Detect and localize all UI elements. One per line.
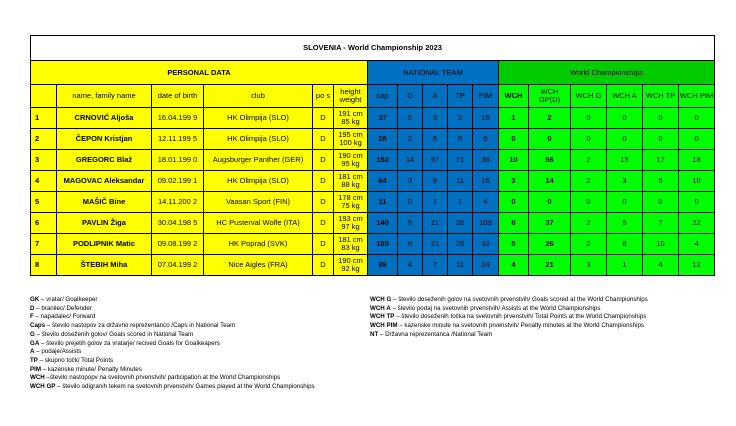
legend-abbreviation: WCH G bbox=[370, 296, 392, 303]
player-pim: 16 bbox=[473, 171, 499, 192]
legend-description: – kazenske minute/ Penalty Minutes bbox=[41, 365, 142, 373]
legend-item bbox=[370, 305, 730, 314]
legend-description: – podaje/Assists bbox=[34, 348, 82, 356]
header-height-weight: height weight bbox=[334, 85, 368, 108]
legend-abbreviation: WCH bbox=[30, 374, 45, 382]
player-caps: 152 bbox=[368, 150, 398, 171]
player-caps: 64 bbox=[368, 171, 398, 192]
player-wch: 8 bbox=[499, 213, 529, 234]
player-position: D bbox=[313, 150, 334, 171]
legend-abbreviation: A bbox=[30, 348, 35, 356]
player-position: D bbox=[313, 213, 334, 234]
player-dob: 09.02.199 1 bbox=[152, 171, 204, 192]
player-wch-assists: 5 bbox=[607, 213, 643, 234]
player-wch: 4 bbox=[499, 255, 529, 276]
header-club: club bbox=[204, 85, 313, 108]
table-row bbox=[31, 192, 715, 213]
legend-abbreviation: PIM bbox=[30, 365, 42, 373]
player-wch-pim: 12 bbox=[679, 255, 715, 276]
player-pim: 32 bbox=[473, 234, 499, 255]
player-caps: 103 bbox=[368, 234, 398, 255]
legend-abbreviation: WCH TP bbox=[370, 313, 395, 321]
table-row bbox=[31, 108, 715, 129]
player-wch-pim: 10 bbox=[679, 171, 715, 192]
player-position: D bbox=[313, 255, 334, 276]
table-row bbox=[31, 255, 715, 276]
player-wch-goals: 2 bbox=[571, 171, 607, 192]
legend-description: – vratar/ Goalkeeper bbox=[39, 296, 98, 303]
header-wch-gp: WCH GP(D) bbox=[529, 85, 571, 108]
roster-sheet bbox=[30, 35, 715, 276]
header-pos: po s bbox=[313, 85, 334, 108]
player-height-weight: 181 cm 83 kg bbox=[334, 234, 368, 255]
player-goals: 0 bbox=[398, 108, 423, 129]
player-wch-assists: 8 bbox=[607, 234, 643, 255]
header-pim: PIM bbox=[473, 85, 499, 108]
header-number bbox=[31, 85, 57, 108]
legend-description: – napadalec/ Forward bbox=[33, 313, 96, 321]
player-name: MAGOVAC Aleksandar bbox=[57, 171, 152, 192]
legend-item bbox=[30, 322, 390, 331]
player-wch: 10 bbox=[499, 150, 529, 171]
legend-abbreviation: GA bbox=[30, 339, 40, 347]
legend-abbreviation: WCH GP bbox=[30, 383, 56, 391]
player-wch-gp: 14 bbox=[529, 171, 571, 192]
header-tp: TP bbox=[448, 85, 473, 108]
player-wch-gp: 0 bbox=[529, 129, 571, 150]
player-club: Augsburger Panther (GER) bbox=[204, 150, 313, 171]
header-wch-tp: WCH TP bbox=[643, 85, 679, 108]
table-row bbox=[31, 129, 715, 150]
player-total-points: 11 bbox=[448, 171, 473, 192]
player-total-points: 8 bbox=[448, 129, 473, 150]
player-wch-total-points: 5 bbox=[643, 171, 679, 192]
player-club: HK Poprad (SVK) bbox=[204, 234, 313, 255]
header-a: A bbox=[423, 85, 448, 108]
player-name: MAŠIČ Bine bbox=[57, 192, 152, 213]
legend-item bbox=[370, 322, 730, 331]
player-dob: 09.08.199 2 bbox=[152, 234, 204, 255]
legend-right-column bbox=[370, 296, 730, 340]
player-wch: 0 bbox=[499, 192, 529, 213]
player-height-weight: 195 cm 100 kg bbox=[334, 129, 368, 150]
legend-abbreviation: WCH PIM bbox=[370, 322, 398, 330]
legend-item bbox=[370, 313, 730, 322]
player-club: Vaasan Sport (FIN) bbox=[204, 192, 313, 213]
player-goals: 2 bbox=[398, 129, 423, 150]
group-world-championships: World Championships bbox=[499, 61, 715, 85]
player-wch-pim: 0 bbox=[679, 129, 715, 150]
legend-item bbox=[30, 357, 390, 366]
legend-description: – skupno točk/ Total Points bbox=[37, 356, 114, 364]
player-position: D bbox=[313, 108, 334, 129]
player-wch-goals: 2 bbox=[571, 150, 607, 171]
player-wch: 5 bbox=[499, 234, 529, 255]
player-assists: 21 bbox=[423, 234, 448, 255]
player-position: D bbox=[313, 192, 334, 213]
player-wch-assists: 1 bbox=[607, 255, 643, 276]
player-position: D bbox=[313, 129, 334, 150]
player-rows bbox=[31, 108, 715, 276]
player-number: 4 bbox=[31, 171, 57, 192]
legend-item bbox=[30, 383, 390, 392]
legend-item bbox=[30, 296, 390, 305]
player-assists: 7 bbox=[423, 255, 448, 276]
legend-abbreviation: D bbox=[30, 304, 35, 312]
legend-abbreviation: F bbox=[30, 313, 34, 321]
player-assists: 1 bbox=[423, 192, 448, 213]
player-wch-pim: 0 bbox=[679, 108, 715, 129]
header-cap: cap bbox=[368, 85, 398, 108]
player-club: HK Olimpija (SLO) bbox=[204, 171, 313, 192]
player-pim: 36 bbox=[473, 150, 499, 171]
player-wch-total-points: 0 bbox=[643, 108, 679, 129]
player-height-weight: 191 cm 85 kg bbox=[334, 108, 368, 129]
legend-item bbox=[30, 366, 390, 375]
player-name: ČEPON Kristjan bbox=[57, 129, 152, 150]
player-wch: 1 bbox=[499, 108, 529, 129]
player-goals: 4 bbox=[398, 255, 423, 276]
player-club: Nice Aigles (FRA) bbox=[204, 255, 313, 276]
player-name: ŠTEBIH Miha bbox=[57, 255, 152, 276]
player-total-points: 3 bbox=[448, 108, 473, 129]
player-total-points: 1 bbox=[448, 192, 473, 213]
player-club: HK Olimpija (SLO) bbox=[204, 129, 313, 150]
player-wch-assists: 0 bbox=[607, 108, 643, 129]
player-pim: 6 bbox=[473, 129, 499, 150]
legend-description: – kazenske minute na svetovnih prvenstvih/ Penalty minutes at the World Championships bbox=[397, 322, 644, 330]
player-wch-gp: 0 bbox=[529, 192, 571, 213]
player-wch-total-points: 0 bbox=[643, 129, 679, 150]
header-dob: date of birth bbox=[152, 85, 204, 108]
table-row bbox=[31, 150, 715, 171]
player-wch-total-points: 0 bbox=[643, 192, 679, 213]
player-total-points: 11 bbox=[448, 255, 473, 276]
player-dob: 14.11.200 2 bbox=[152, 192, 204, 213]
legend-item bbox=[370, 331, 730, 340]
header-wch-a: WCH A bbox=[607, 85, 643, 108]
legend-item bbox=[30, 331, 390, 340]
player-wch-goals: 3 bbox=[571, 255, 607, 276]
header-wch-g: WCH G bbox=[571, 85, 607, 108]
legend-item bbox=[30, 348, 390, 357]
player-wch-goals: 0 bbox=[571, 192, 607, 213]
player-goals: 3 bbox=[398, 171, 423, 192]
player-caps: 89 bbox=[368, 255, 398, 276]
player-wch: 0 bbox=[499, 129, 529, 150]
player-total-points: 71 bbox=[448, 150, 473, 171]
table-row bbox=[31, 234, 715, 255]
player-caps: 37 bbox=[368, 108, 398, 129]
player-pim: 24 bbox=[473, 255, 499, 276]
player-assists: 6 bbox=[423, 129, 448, 150]
player-position: D bbox=[313, 234, 334, 255]
player-wch-pim: 22 bbox=[679, 213, 715, 234]
player-position: D bbox=[313, 171, 334, 192]
header-wch-pim: WCH PIM bbox=[679, 85, 715, 108]
player-pim: 109 bbox=[473, 213, 499, 234]
player-assists: 3 bbox=[423, 108, 448, 129]
legend-abbreviation: GK bbox=[30, 296, 40, 303]
player-club: HC Pusterval Wolfe (ITA) bbox=[204, 213, 313, 234]
player-wch-assists: 0 bbox=[607, 192, 643, 213]
legend-item bbox=[30, 340, 390, 349]
table-title: SLOVENIA - World Championship 2023 bbox=[31, 36, 715, 61]
player-height-weight: 178 cm 75 kg bbox=[334, 192, 368, 213]
player-dob: 16.04.199 9 bbox=[152, 108, 204, 129]
legend-abbreviation: TP bbox=[30, 356, 38, 364]
player-wch-gp: 2 bbox=[529, 108, 571, 129]
group-national-team: NATIONAL TEAM bbox=[368, 61, 499, 85]
group-personal-data: PERSONAL DATA bbox=[31, 61, 368, 85]
player-height-weight: 181 cm 88 kg bbox=[334, 171, 368, 192]
player-wch: 3 bbox=[499, 171, 529, 192]
legend-item bbox=[30, 305, 390, 314]
legend-item bbox=[30, 313, 390, 322]
player-dob: 30.04.198 5 bbox=[152, 213, 204, 234]
player-goals: 0 bbox=[398, 192, 423, 213]
player-number: 8 bbox=[31, 255, 57, 276]
player-total-points: 29 bbox=[448, 234, 473, 255]
player-wch-assists: 15 bbox=[607, 150, 643, 171]
player-caps: 28 bbox=[368, 129, 398, 150]
legend-abbreviation: NT bbox=[370, 330, 379, 338]
legend-description: –število nastopopv na svetovnih prvenstvih/ participation at the World Championships bbox=[44, 374, 281, 382]
player-goals: 8 bbox=[398, 234, 423, 255]
player-goals: 14 bbox=[398, 150, 423, 171]
player-name: CRNOVIĆ Aljoša bbox=[57, 108, 152, 129]
player-wch-goals: 2 bbox=[571, 213, 607, 234]
legend-left-column bbox=[30, 296, 390, 392]
player-wch-total-points: 17 bbox=[643, 150, 679, 171]
player-height-weight: 193 cm 97 kg bbox=[334, 213, 368, 234]
player-height-weight: 190 cm 92 kg bbox=[334, 255, 368, 276]
player-caps: 140 bbox=[368, 213, 398, 234]
legend-description: – število doseženih golov/ Goals scored in National Team bbox=[34, 330, 194, 338]
player-wch-pim: 18 bbox=[679, 150, 715, 171]
player-pim: 4 bbox=[473, 192, 499, 213]
player-number: 6 bbox=[31, 213, 57, 234]
player-dob: 18.01.199 0 bbox=[152, 150, 204, 171]
legend-description: – Državna reprezentanca /National Team bbox=[378, 330, 493, 338]
player-number: 7 bbox=[31, 234, 57, 255]
player-goals: 5 bbox=[398, 213, 423, 234]
player-assists: 21 bbox=[423, 213, 448, 234]
player-number: 2 bbox=[31, 129, 57, 150]
player-caps: 11 bbox=[368, 192, 398, 213]
player-wch-pim: 4 bbox=[679, 234, 715, 255]
player-number: 5 bbox=[31, 192, 57, 213]
player-assists: 57 bbox=[423, 150, 448, 171]
legend-abbreviation: WCH A bbox=[370, 304, 391, 312]
header-wch: WCH bbox=[499, 85, 529, 108]
player-wch-goals: 0 bbox=[571, 129, 607, 150]
legend-description: – število doseženih točka na svetovnih prvenstvih/ Total Points at the World Championships bbox=[394, 313, 647, 321]
player-number: 1 bbox=[31, 108, 57, 129]
player-name: PODLIPNIK Matic bbox=[57, 234, 152, 255]
legend-description: – število doseženih golov na svetovnih prvenstvih/ Goals scored at the World Championships bbox=[391, 296, 648, 303]
player-wch-gp: 37 bbox=[529, 213, 571, 234]
player-wch-total-points: 7 bbox=[643, 213, 679, 234]
player-wch-pim: 0 bbox=[679, 192, 715, 213]
player-assists: 8 bbox=[423, 171, 448, 192]
player-number: 3 bbox=[31, 150, 57, 171]
legend-abbreviation: G bbox=[30, 330, 35, 338]
player-dob: 07.04.199 2 bbox=[152, 255, 204, 276]
legend-item bbox=[370, 296, 730, 305]
table-row bbox=[31, 171, 715, 192]
player-wch-goals: 0 bbox=[571, 108, 607, 129]
player-name: GREGORC Blaž bbox=[57, 150, 152, 171]
player-wch-total-points: 4 bbox=[643, 255, 679, 276]
legend-description: – število podaj na svetovnih prvenstvih/ Assists at the World Championships bbox=[390, 304, 601, 312]
legend-abbreviation: Caps bbox=[30, 322, 46, 330]
player-pim: 16 bbox=[473, 108, 499, 129]
player-wch-gp: 21 bbox=[529, 255, 571, 276]
legend-item bbox=[30, 374, 390, 383]
legend-description: – število nastopov za državno reprezentanco /Caps in National Team bbox=[45, 322, 236, 330]
header-g: G bbox=[398, 85, 423, 108]
legend-description: – število prejetih golov za vratarje/ recived Goals for Goalkeapers bbox=[39, 339, 220, 347]
header-name: name, family name bbox=[57, 85, 152, 108]
player-wch-gp: 26 bbox=[529, 234, 571, 255]
player-wch-assists: 3 bbox=[607, 171, 643, 192]
legend-description: – branilec/ Defender bbox=[34, 304, 92, 312]
player-wch-total-points: 10 bbox=[643, 234, 679, 255]
legend-description: – število odigranih tekem na svetovnih prvenstvih/ Games played at the World Championships bbox=[55, 383, 315, 391]
roster-table bbox=[30, 35, 715, 276]
player-total-points: 26 bbox=[448, 213, 473, 234]
player-wch-goals: 2 bbox=[571, 234, 607, 255]
player-dob: 12.11.199 5 bbox=[152, 129, 204, 150]
player-wch-assists: 0 bbox=[607, 129, 643, 150]
table-row bbox=[31, 213, 715, 234]
player-club: HK Olimpija (SLO) bbox=[204, 108, 313, 129]
player-name: PAVLIN Žiga bbox=[57, 213, 152, 234]
player-height-weight: 190 cm 95 kg bbox=[334, 150, 368, 171]
player-wch-gp: 56 bbox=[529, 150, 571, 171]
